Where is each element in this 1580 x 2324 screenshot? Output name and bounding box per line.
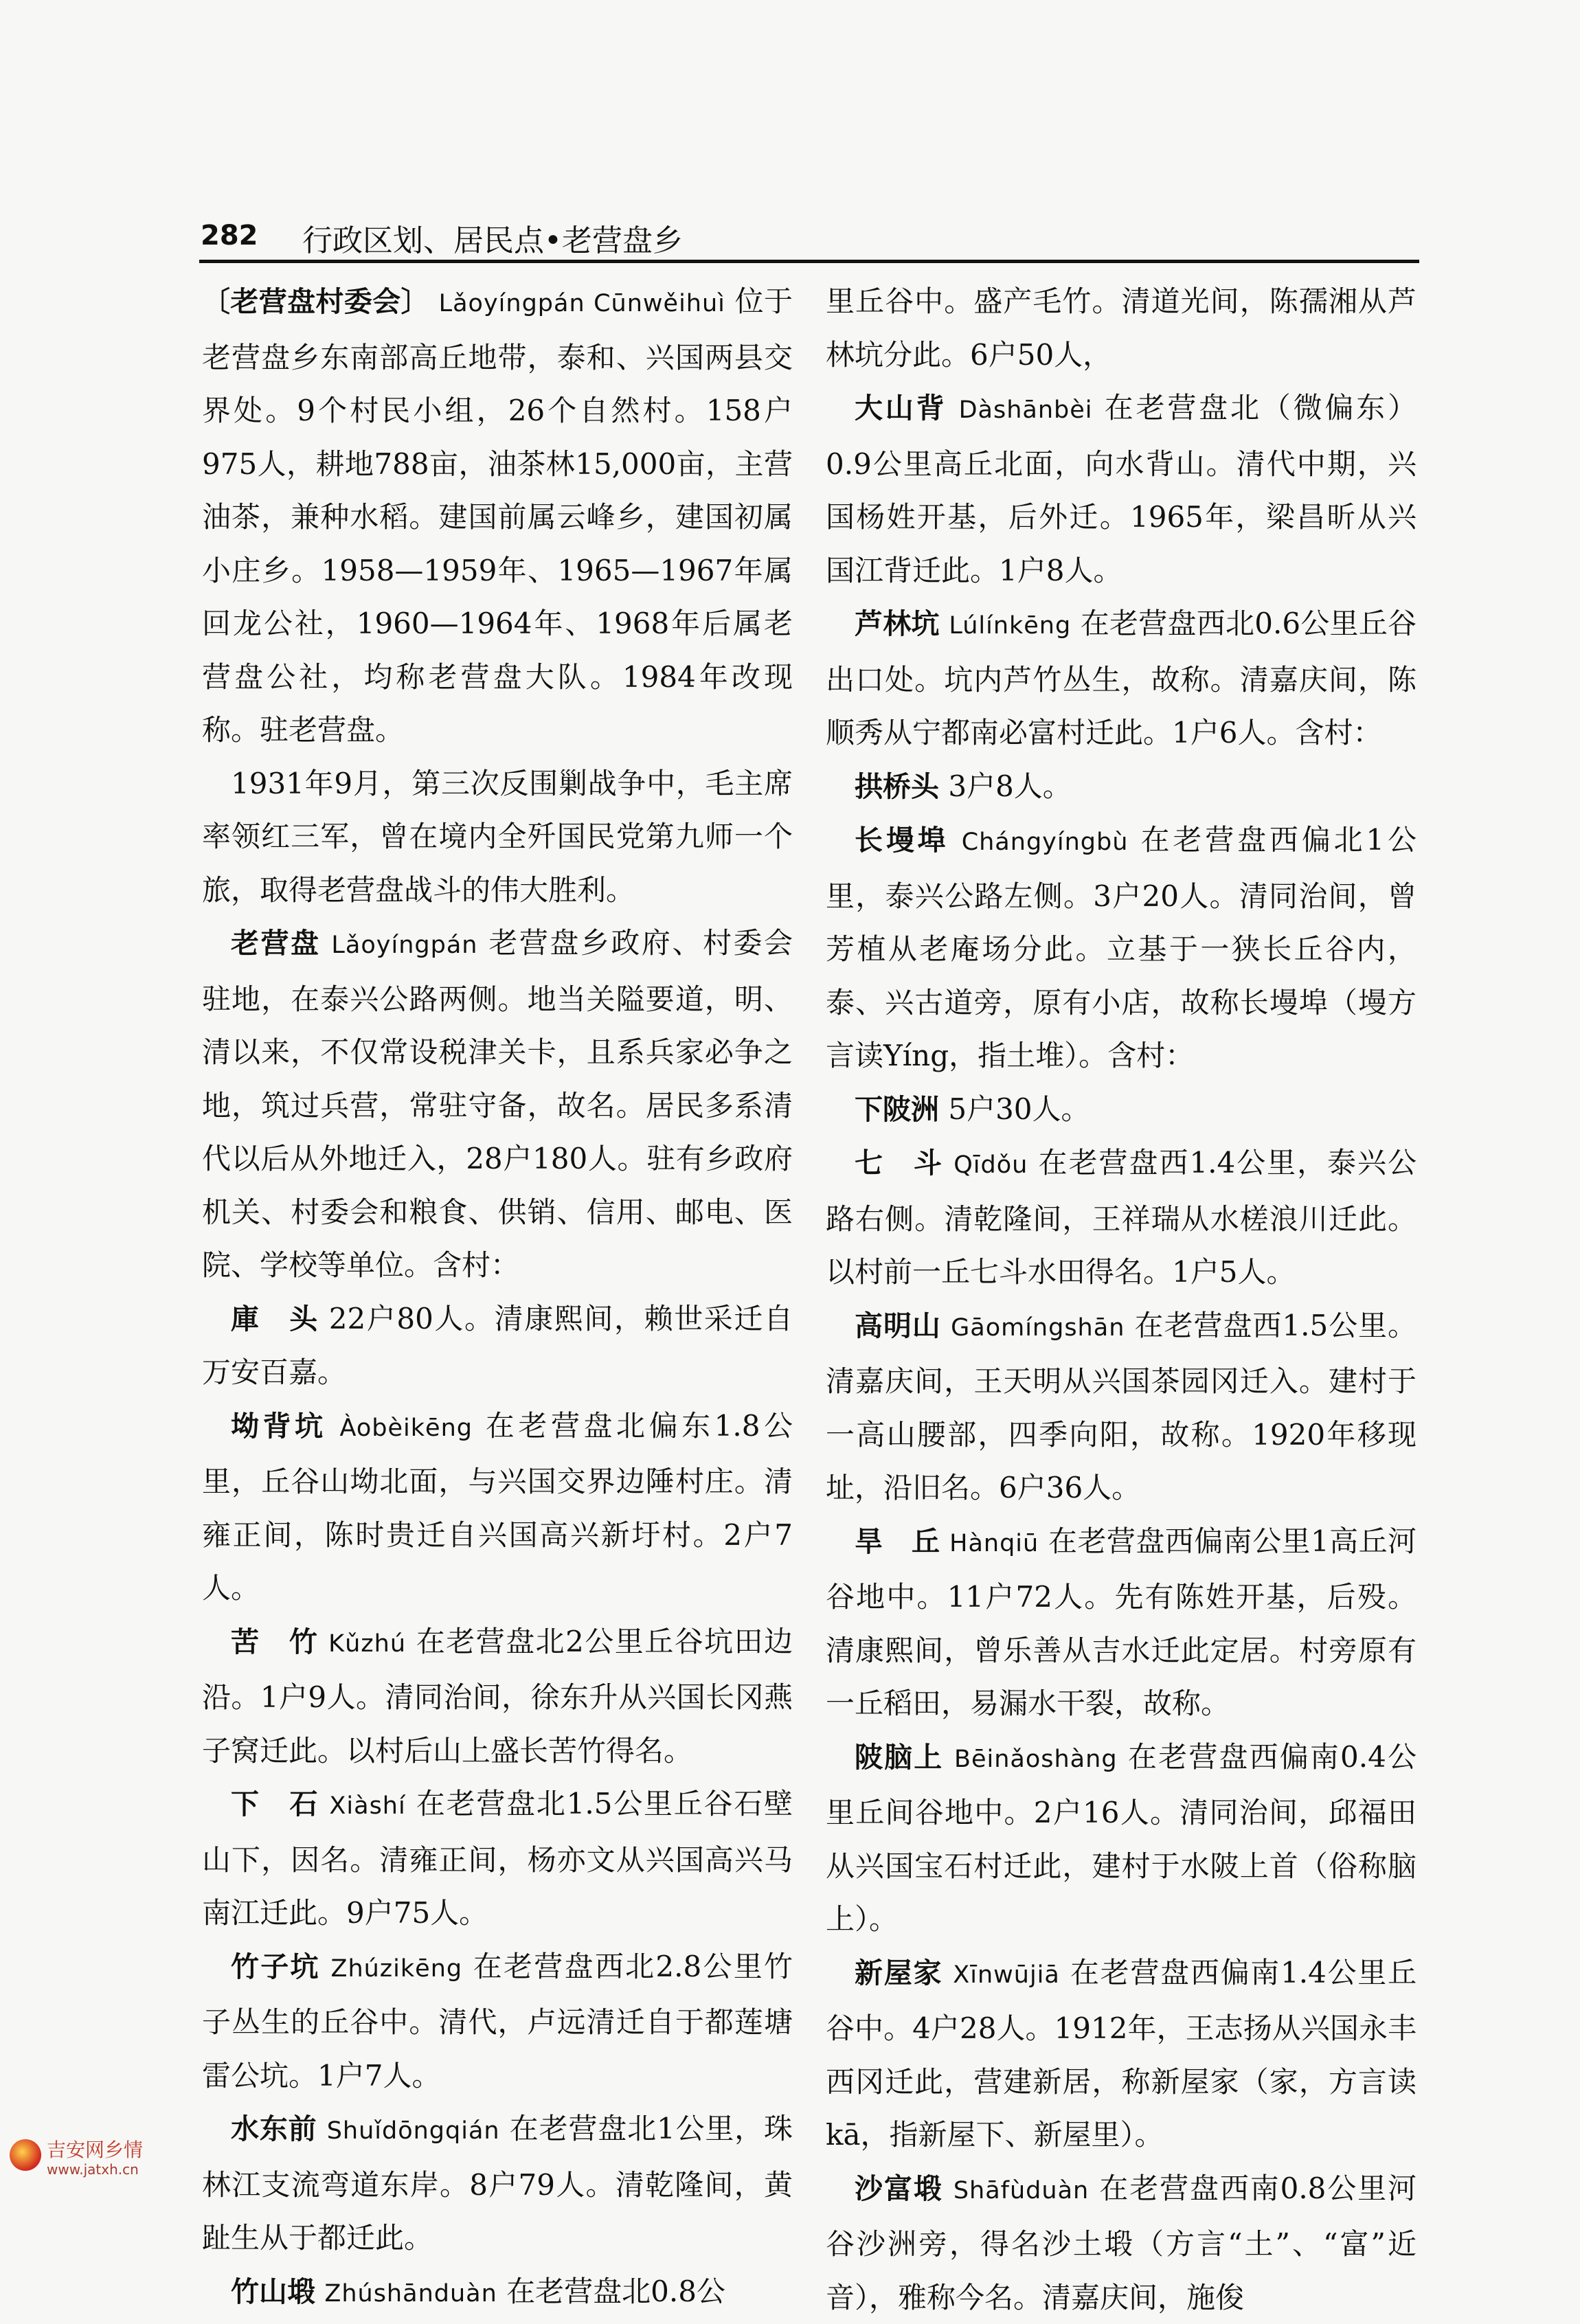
- entry-headword: 下陂洲: [855, 1093, 939, 1126]
- entry-headword: 苦 竹: [231, 1625, 318, 1658]
- entry: [202, 2102, 793, 2265]
- entry-headword: 沙富塅: [855, 2172, 943, 2205]
- entry-pinyin: Àobèikēng: [340, 1414, 473, 1442]
- entry-headword: 老营盘: [231, 927, 321, 960]
- entry-text: 22户80人。清康熙间，赖世采迁自万安百嘉。: [202, 1302, 793, 1390]
- left-column: [202, 275, 793, 2020]
- entry-pinyin: Dàshānbèi: [959, 396, 1093, 424]
- entry-pinyin: Gāomíngshān: [951, 1314, 1125, 1342]
- entry-headword: 庫 头: [231, 1302, 319, 1335]
- entry: [826, 1083, 1417, 1137]
- entry-text: 在老营盘西南0.8公里河谷沙洲旁，得名沙土塅（方言“土”、“富”近音），雅称今名。清嘉庆间，施俊: [826, 2171, 1417, 2314]
- logo-name: 吉安网乡情: [47, 2135, 143, 2163]
- entry-pinyin: Zhúzikēng: [330, 1955, 462, 1983]
- entry-headword: 新屋家: [855, 1956, 943, 1989]
- entry: [202, 1777, 793, 1940]
- entry-text: 在老营盘北（微偏东）0.9公里高丘北面，向水背山。清代中期，兴国杨姓开基，后外迁。1965年，梁昌昕从兴国江背迁此。1户8人。: [826, 391, 1417, 587]
- entry-text: 在老营盘北偏东1.8公里，丘谷山坳北面，与兴国交界边陲村庄。清雍正间，陈时贵迁自兴国高兴新圩村。2户7人。: [202, 1409, 793, 1605]
- entry-text: 在老营盘北0.8公: [506, 2275, 725, 2308]
- entry-text: 在老营盘西偏北1公里，泰兴公路左侧。3户20人。清同治间，曾芳植从老庵场分此。立基于一狭长丘谷内，泰、兴古道旁，原有小店，故称长墁埠（墁方言读Yíng，指土堆）。含村：: [826, 823, 1417, 1072]
- entry-headword: 竹子坑: [231, 1950, 320, 1983]
- header-rule: [199, 260, 1419, 263]
- entry-text: 在老营盘西1.5公里。清嘉庆间，王天明从兴国茶园冈迁入。建村于一高山腰部，四季向阳，故称。1920年移现址，沿旧名。6户36人。: [826, 1309, 1417, 1505]
- entry-text: 在老营盘北2公里丘谷坑田边沿。1户9人。清同治间，徐东升从兴国长冈燕子窝迁此。以村后山上盛长苦竹得名。: [202, 1625, 793, 1768]
- entry-text: 1931年9月，第三次反围剿战争中，毛主席率领红三军，曾在境内全歼国民党第九师一个旅，取得老营盘战斗的伟大胜利。: [202, 767, 793, 907]
- entry-headword: 下 石: [231, 1787, 319, 1820]
- entry-headword: 长墁埠: [855, 824, 949, 857]
- entry-pinyin: Qīdǒu: [953, 1151, 1028, 1179]
- entry-pinyin: Lǎoyíngpán: [331, 932, 477, 959]
- entry: [202, 1292, 793, 1399]
- entry-text: 在老营盘西北0.6公里丘谷出口处。坑内芦竹丛生，故称。清嘉庆间，陈顺秀从宁都南必富村迁此。1户6人。含村：: [826, 607, 1417, 749]
- entry-pinyin: Xiàshí: [329, 1792, 405, 1820]
- entry-pinyin: Shāfùduàn: [953, 2177, 1089, 2204]
- entry-text: 在老营盘西1.4公里，泰兴公路右侧。清乾隆间，王祥瑞从水槎浪川迁此。以村前一丘七斗水田得名。1户5人。: [826, 1146, 1417, 1289]
- entry-text: 5户30人。: [948, 1092, 1090, 1126]
- page-header: [201, 206, 1410, 261]
- entry: [826, 760, 1417, 814]
- entry-headword: 大山背: [855, 392, 947, 425]
- entry-pinyin: Bēinǎoshàng: [954, 1746, 1118, 1773]
- entry-text: 在老营盘西偏南0.4公里丘间谷地中。2户16人。清同治间，邱福田从兴国宝石村迁此，建村于水陂上首（俗称脑上）。: [826, 1740, 1417, 1937]
- entry: [826, 381, 1417, 597]
- entry: [826, 2162, 1417, 2324]
- entry-headword: 芦林坑: [855, 607, 940, 640]
- entry: [826, 1515, 1417, 1730]
- entry-headword: 陂脑上: [855, 1741, 943, 1774]
- entry-pinyin: Xīnwūjiā: [953, 1961, 1060, 1989]
- entry: [826, 1136, 1417, 1299]
- entry-headword: 高明山: [855, 1309, 941, 1342]
- entry-headword: 〔老营盘村委会〕: [202, 285, 429, 318]
- entry-headword: 旱 丘: [855, 1525, 940, 1558]
- entry-headword: 水东前: [231, 2112, 317, 2145]
- entry: [826, 1946, 1417, 2162]
- entry: [826, 597, 1417, 760]
- entry-text: 3户8人。: [948, 769, 1071, 803]
- entry: [202, 757, 793, 917]
- entry-text: 在老营盘北1.5公里丘谷石壁山下，因名。清雍正间，杨亦文从兴国高兴马南江迁此。9户75人。: [202, 1787, 793, 1930]
- entry-headword: 竹山塅: [231, 2275, 315, 2308]
- entry-pinyin: Zhúshānduàn: [324, 2280, 497, 2308]
- entry-pinyin: Kǔzhú: [328, 1630, 406, 1658]
- entry: [202, 2265, 793, 2321]
- entry: [202, 1615, 793, 1778]
- entry-pinyin: Chángyíngbù: [962, 828, 1129, 856]
- entry-text: 在老营盘北1公里，珠林江支流弯道东岸。8户79人。清乾隆间，黄趾生从于都迁此。: [202, 2112, 793, 2255]
- entry-text: 在老营盘西北2.8公里竹子丛生的丘谷中。清代，卢远清迁自于都莲塘雷公坑。1户7人。: [202, 1950, 793, 2092]
- entry: [202, 1399, 793, 1615]
- entry-headword: 坳背坑: [231, 1410, 327, 1443]
- page-number: 282: [201, 220, 258, 251]
- entry-text: 在老营盘西偏南公里1高丘河谷地中。11户72人。先有陈姓开基，后殁。清康熙间，曾乐善从吉水迁此定居。村旁原有一丘稻田，易漏水干裂，故称。: [826, 1524, 1417, 1721]
- entry-pinyin: Lúlínkēng: [949, 612, 1071, 640]
- entry: [826, 1730, 1417, 1946]
- entry: [826, 813, 1417, 1083]
- right-column: [826, 275, 1417, 2020]
- entry-text: 位于老营盘乡东南部高丘地带，泰和、兴国两县交界处。9个村民小组，26个自然村。158户975人，耕地788亩，油茶林15,000亩，主营油茶，兼种水稻。建国前属云峰乡，建国初属小庄乡。1958—1959年、1965—1967年属回龙公社，1960—1964年、1968年后属老营盘公社，均称老营盘大队。1984年改现称。驻老营盘。: [202, 284, 793, 747]
- entry-pinyin: Hànqiū: [949, 1530, 1039, 1557]
- entry: [202, 1940, 793, 2103]
- entry-text: 里丘谷中。盛产毛竹。清道光间，陈孺湘从芦林坑分此。6户50人，: [826, 284, 1417, 372]
- entry: [202, 916, 793, 1292]
- entry-headword: 七 斗: [855, 1147, 943, 1180]
- logo-icon: [10, 2139, 41, 2171]
- entry-pinyin: Lǎoyíngpán Cūnwěihuì: [439, 290, 725, 317]
- entry-pinyin: Shuǐdōngqián: [327, 2117, 500, 2145]
- logo-url: www.jatxh.cn: [47, 2161, 139, 2178]
- entry-headword: 拱桥头: [855, 770, 939, 803]
- watermark-logo: [10, 2132, 168, 2183]
- running-title: 行政区划、居民点•老营盘乡: [302, 216, 683, 260]
- entry-text: 老营盘乡政府、村委会驻地，在泰兴公路两侧。地当关隘要道，明、清以来，不仅常设税津关卡，且系兵家必争之地，筑过兵营，常驻守备，故名。居民多系清代以后从外地迁入，28户180人。驻有乡政府机关、村委会和粮食、供销、信用、邮电、医院、学校等单位。含村：: [202, 926, 793, 1282]
- entry: [202, 275, 793, 757]
- entry: [826, 275, 1417, 381]
- entry-text: 在老营盘西偏南1.4公里丘谷中。4户28人。1912年，王志扬从兴国永丰西冈迁此，营建新居，称新屋家（家，方言读kā，指新屋下、新屋里）。: [826, 1956, 1417, 2152]
- entry: [826, 1299, 1417, 1515]
